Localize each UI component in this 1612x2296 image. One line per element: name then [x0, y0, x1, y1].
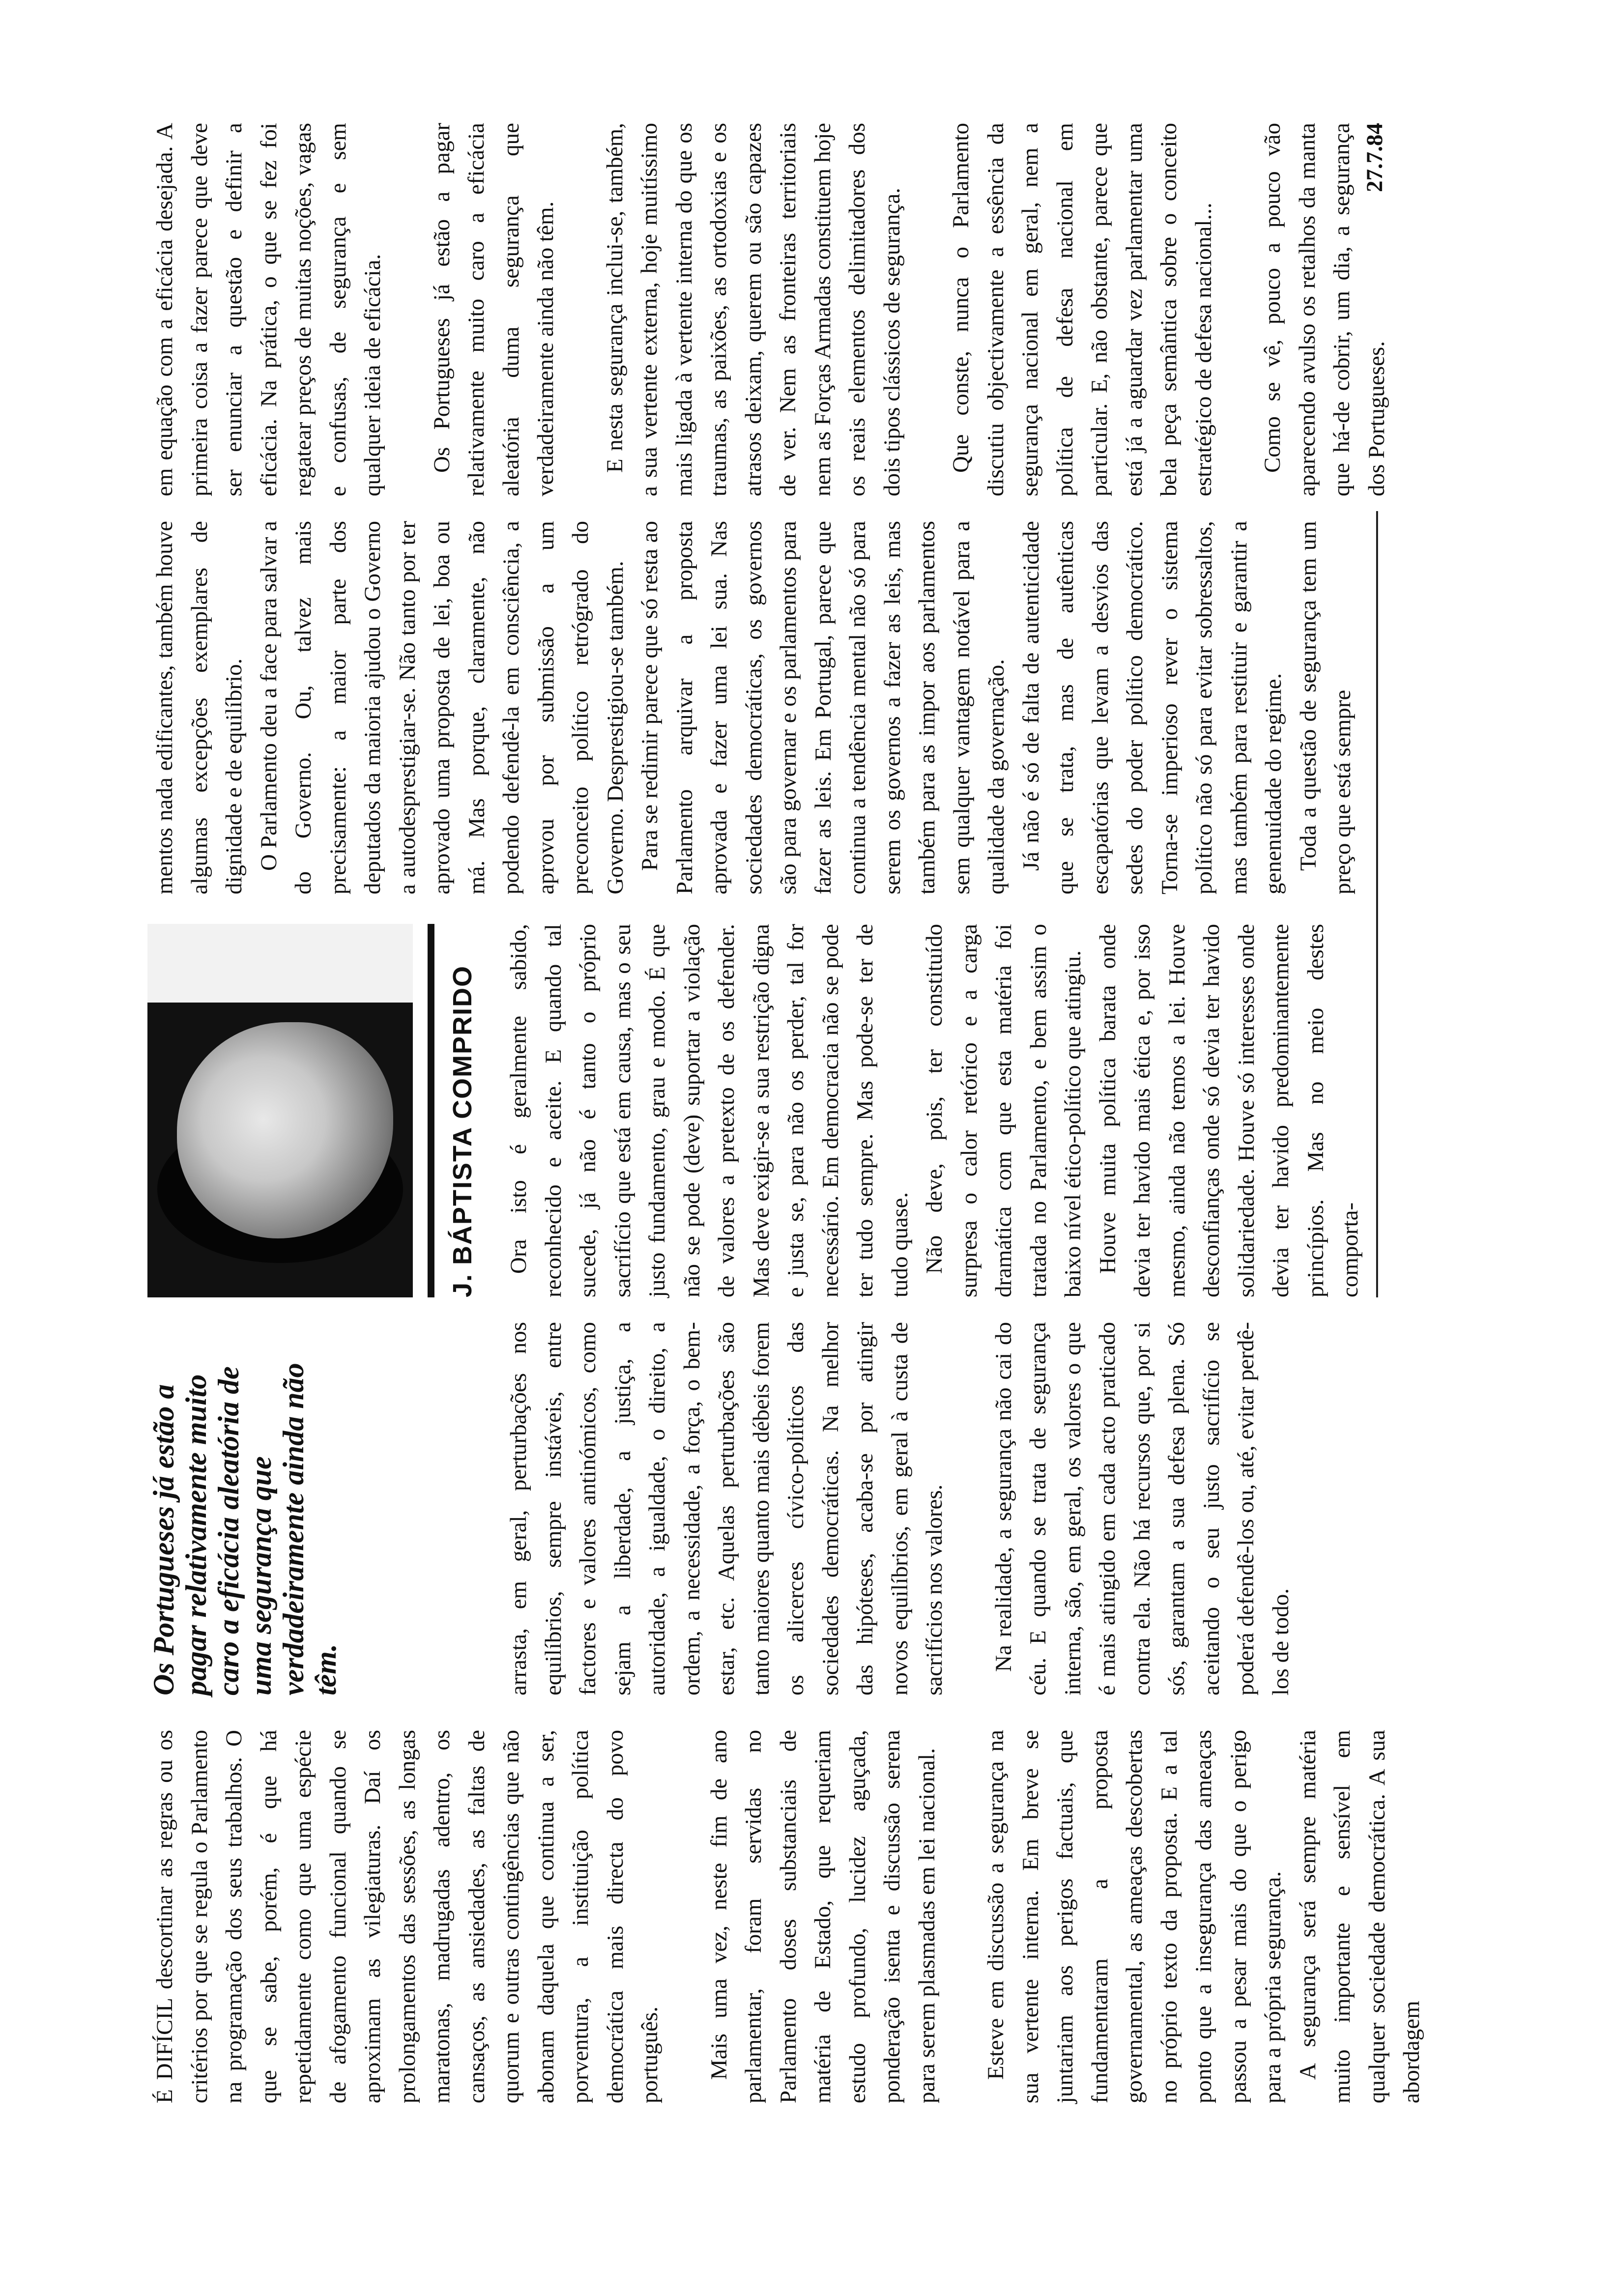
article-byline: J. BÁPTISTA COMPRIDO: [448, 965, 477, 1297]
paragraph: Que conste, nunca o Parlamento discutiu objectivamente a essência da segurança nacional em geral, nem a política de defesa nacional em particular. E, não obstante, parece que está já a aguardar vez parlamentar uma bela peça semântica sobre o conceito estratégico de defesa nacional...: [948, 123, 1216, 496]
paragraph: Toda a questão de segurança tem um preço que está sempre: [1295, 521, 1355, 894]
paragraph: arrasta, em geral, perturbações nos equilíbrios, sempre instáveis, entre factores e valores antinómicos, como sejam a liberdade, a justiça, a autoridade, a igualdade, o direito, a ordem, a necessidade, a força, o bem-estar, etc. Aquelas perturbações são tanto maiores quanto mais débeis forem os alicerces cívico-políticos das sociedades democráticas. Na melhor das hipóteses, acaba-se por atingir novos equilíbrios, em geral à custa de sacrifícios nos valores.: [506, 1322, 947, 1695]
article-column-3: [501, 924, 1368, 1297]
paragraph: É DIFÍCIL descortinar as regras ou os critérios por que se regula o Parlamento na programação dos seus trabalhos. O que se sabe, porém, é que há repetidamente como que uma espécie de afogamento funcional quando se aproximam as vilegiaturas. Daí os prolongamentos das sessões, as longas maratonas, madrugadas adentro, os cansaços, as ansiedades, as faltas de quorum e outras contingências que não abonam daquela que continua a ser, porventura, a instituição política democrática mais directa do povo português.: [152, 1730, 662, 2103]
paragraph: Para se redimir parece que só resta ao Parlamento arquivar a proposta aprovada e fazer uma lei sua. Nas sociedades democráticas, os governos são para governar e os parlamentos para fazer as leis. Em Portugal, parece que continua a tendência mental não só para serem os governos a fazer as leis, mas também para as impor aos parlamentos sem qualquer vantagem notável para a qualidade da governação.: [637, 521, 1009, 894]
paragraph: Já não é só de falta de autenticidade que se trata, mas de autênticas escapatórias que levam a desvios das sedes do poder político democrático. Torna-se imperioso rever o sistema político não só para evitar sobressaltos, mas também para restituir e garantir a genenuidade do regime.: [1018, 521, 1286, 894]
article-column-2: [501, 1322, 1298, 1695]
paragraph: Os Portugueses já estão a pagar relativamente muito caro a eficácia aleatória duma segurança que verdadeiramente ainda não têm.: [429, 123, 558, 496]
paragraph: Não deve, pois, ter constituído surpresa o calor retórico e a carga dramática com que esta matéria foi tratada no Parlamento, e bem assim o baixo nível ético-político que atingiu.: [921, 924, 1086, 1297]
paragraph: mentos nada edificantes, também houve algumas excepções exemplares de dignidade e de equilíbrio.: [152, 521, 247, 894]
photo-collar: [147, 924, 413, 1003]
byline-rule: [428, 924, 434, 1297]
newspaper-page: [147, 123, 1424, 2103]
author-photo: [147, 924, 413, 1297]
article-column-4: [147, 521, 1360, 894]
paragraph: Houve muita política barata onde devia ter havido mais ética e, por isso mesmo, ainda não temos a lei. Houve desconfianças onde só devia ter havido solidariedade. Houve só interesses onde devia ter havido predominantemente princípios. Mas no meio destes comporta-: [1094, 924, 1363, 1297]
article-headline: Os Portugueses já estão a pagar relativamente muito caro a eficácia aleatória de uma segurança que verdadeiramente ainda não têm.: [147, 1363, 342, 1695]
article-column-5: [147, 123, 1394, 496]
paragraph: Na realidade, a segurança não cai do céu. E quando se trata de segurança interna, são, em geral, os valores o que é mais atingido em cada acto praticado contra ela. Não há recursos que, por si sós, garantam a sua defesa plena. Só aceitando o seu justo sacrifício se poderá defendê-los ou, até, evitar perdê-los de todo.: [990, 1322, 1294, 1695]
article-column-1: [147, 1730, 1429, 2103]
paragraph: Esteve em discussão a segurança na sua vertente interna. Em breve se juntariam aos perigos factuais, que fundamentaram a proposta governamental, as ameaças descobertas no próprio texto da proposta. E a tal ponto que a insegurança das ameaças passou a pesar mais do que o perigo para a própria segurança.: [983, 1730, 1286, 2103]
paragraph: em equação com a eficácia desejada. A primeira coisa a fazer parece que deve ser enunciar a questão e definir a eficácia. Na prática, o que se fez foi regatear preços de muitas noções, vagas e confusas, de segurança e sem qualquer ideia de eficácia.: [152, 123, 385, 496]
paragraph: Ora isto é geralmente sabido, reconhecido e aceite. E quando tal sucede, já não é tanto o próprio sacrifício que está em causa, mas o seu justo fundamento, grau e modo. É que não se pode (deve) suportar a violação de valores a pretexto de os defender. Mas deve exigir-se a sua restrição digna e justa se, para não os perder, tal for necessário. Em democracia não se pode ter tudo sempre. Mas pode-se ter de tudo quase.: [506, 924, 913, 1297]
paragraph: E nesta segurança inclui-se, também, a sua vertente externa, hoje muitíssimo mais ligada à vertente interna do que os traumas, as paixões, as ortodoxias e os atrasos deixam, querem ou são capazes de ver. Nem as fronteiras territoriais nem as Forças Armadas constituem hoje os reais elementos delimitadores dos dois tipos clássicos de segurança.: [602, 123, 905, 496]
paragraph: O Parlamento deu a face para salvar a do Governo. Ou, talvez mais precisamente: a maior parte dos deputados da maioria ajudou o Governo a autodesprestigiar-se. Não tanto por ter aprovado uma proposta de lei, boa ou má. Mas porque, claramente, não podendo defendê-la em consciência, a aprovou por submissão a um preconceito político retrógrado do Governo. Desprestigiou-se também.: [256, 521, 628, 894]
article-date: 27.7.84: [1362, 123, 1387, 192]
bottom-rule: [1376, 511, 1378, 1297]
paragraph: A segurança será sempre matéria muito importante e sensível em qualquer sociedade democrática. A sua abordagem: [1295, 1730, 1424, 2103]
paragraph: Como se vê, pouco a pouco vão aparecendo avulso os retalhos da manta que há-de cobrir, um dia, a segurança dos Portugueses.: [1260, 123, 1389, 496]
paragraph: Mais uma vez, neste fim de ano parlamentar, foram servidas no Parlamento doses substanciais de matéria de Estado, que requeriam estudo profundo, lucidez aguçada, ponderação isenta e discussão serena para serem plasmadas em lei nacional.: [706, 1730, 940, 2103]
